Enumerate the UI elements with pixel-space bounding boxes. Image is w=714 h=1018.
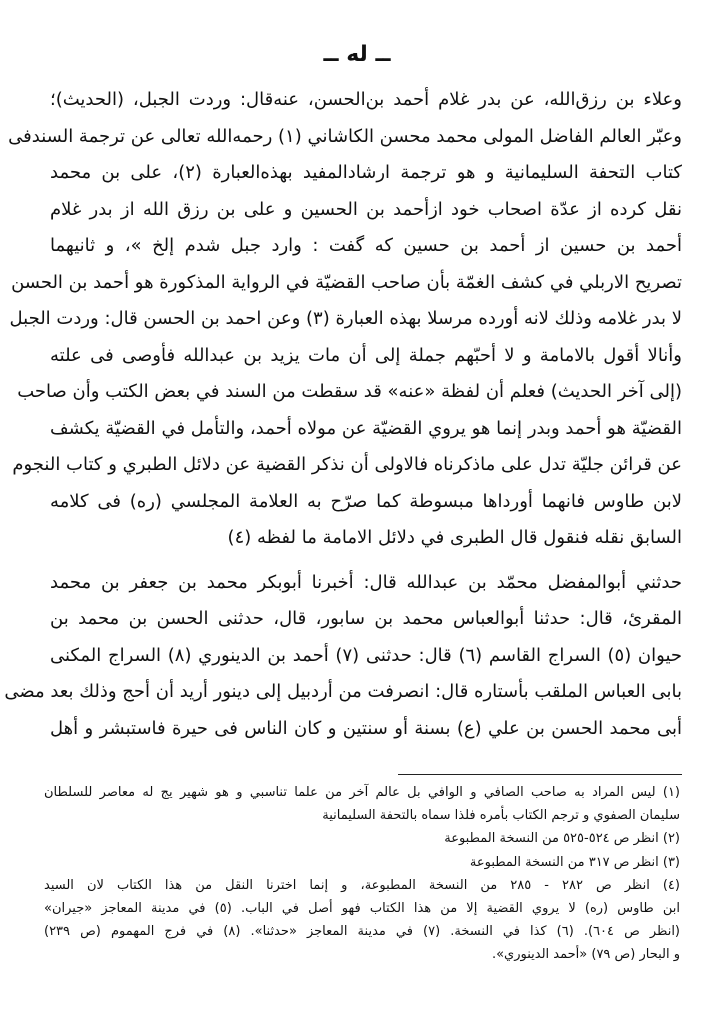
body-line: المقرئ، قال: حدثنا أبوالعباس محمد بن سابور، قال، حدثنى الحسن بن محمد بن bbox=[50, 608, 682, 629]
body-line: بابى العباس الملقب بأستاره قال: انصرفت من أردبيل إلى دينور أريد أن أحج وذلك بعد مضى bbox=[4, 681, 682, 702]
body-line: أبى محمد الحسن بن علي (ع) بسنة أو سنتين و كان الناس فى حيرة فاستبشر و أهل bbox=[50, 717, 682, 739]
body-line: السابق نقله فنقول قال الطبرى في دلائل الامامة ما لفظه (٤) bbox=[227, 527, 682, 548]
footnote-line: (١) ليس المراد به صاحب الصافي و الوافي بل عالم آخر من علما تناسبي و هو شهير يج له معاصر للسلطان bbox=[44, 785, 680, 800]
body-line: عن قرائن جليّة تدل على ماذكرناه فالاولى أن نذكر القضية عن دلائل الطبري و كتاب النجوم bbox=[12, 454, 682, 475]
body-line: كتاب التحفة السليمانية و هو ترجمة ارشادالمفيد بهذه‌العبارة (٢)، على بن محمد bbox=[50, 162, 682, 183]
footnote-line: (٣) انظر ص ٣١٧ من النسخة المطبوعة bbox=[469, 854, 680, 870]
body-line: القضيّة هو أحمد وبدر إنما هو يروي القضيّة عن مولاه أحمد، والتأمل في القضيّة يكشف bbox=[50, 417, 682, 439]
footnote-divider bbox=[398, 774, 682, 775]
body-line: تصريح الاربلي في كشف الغمّة بأن صاحب القضيّة في الرواية المذكورة هو أحمد بن الحسن bbox=[11, 271, 682, 293]
body-line: أحمد بن حسين از أحمد بن حسين كه گفت : وارد جبل شدم إلخ »، و ثانيهما bbox=[50, 235, 682, 256]
footnote-line: (٢) انظر ص ٥٢٤-٥٢٥ من النسخة المطبوعة bbox=[444, 831, 680, 847]
footnote-line: (٤) انظر ص ٢٨٢ - ٢٨٥ من النسخة المطبوعة، و إنما اخترنا النقل من هذا الكتاب لان السيد bbox=[44, 877, 680, 893]
body-line: حيوان (٥) السراج القاسم (٦) قال: حدثنى (٧) أحمد بن الدينوري (٨) السراج المكنى bbox=[50, 644, 682, 666]
body-line: وعلاء بن رزق‌الله، عن بدر غلام أحمد بن‌الحسن، عنه‌قال: وردت الجبل، (الحديث)؛ bbox=[50, 89, 682, 110]
body-line: (إلى آخر الحديث) فعلم أن لفظة «عنه» قد سقطت من السند في بعض الكتب وأن صاحب bbox=[17, 381, 682, 402]
footnote-line: سليمان الصفوي و ترجم الكتاب بأمره فلذا سماه بالتحفة السليمانية bbox=[322, 808, 680, 824]
main-text bbox=[4, 82, 682, 747]
footnote-line: ابن طاوس (ره) لا يروي القضية إلا من هذا الكتاب فهو أصل في الباب. (٥) في مدينة المعاجز «جيران» bbox=[44, 900, 680, 916]
footnotes bbox=[44, 781, 680, 967]
body-line: نقل كرده از عدّة اصحاب خود ازأحمد بن الحسين و على بن رزق الله از بدر غلام bbox=[50, 198, 682, 220]
footnote-line: و البحار (ص ٧٩) «أحمد الدينوري». bbox=[491, 947, 680, 963]
body-line: لابن طاوس فانهما أورداها مبسوطة كما صرّح به العلامة المجلسي (ره) فى كلامه bbox=[50, 490, 682, 512]
body-line: حدثني أبوالمفضل محمّد بن عبدالله قال: أخبرنا أبوبكر محمد بن جعفر بن محمد bbox=[50, 571, 682, 593]
footnote-line: (انظر ص ٦٠٤). (٦) كذا في النسخة. (٧) في مدينة المعاجز «حدثنا». (٨) في فرج المهموم (ص ٢٣٩) bbox=[44, 924, 681, 940]
body-line: وأنالا أقول بالامامة و لا أحبّهم جملة إلى أن مات يزيد بن عبدالله فأوصى فى علته bbox=[50, 344, 682, 366]
body-line: لا بدر غلامه وذلك لانه أورده مرسلا بهذه العبارة (٣) وعن احمد بن الحسن قال: وردت الجبل bbox=[9, 308, 682, 329]
page-number: ــ له ــ bbox=[323, 42, 391, 67]
body-line: وعبّر العالم الفاضل المولى محمد محسن الكاشاني (١) رحمه‌الله تعالى عن ترجمة السندفى bbox=[8, 125, 682, 147]
